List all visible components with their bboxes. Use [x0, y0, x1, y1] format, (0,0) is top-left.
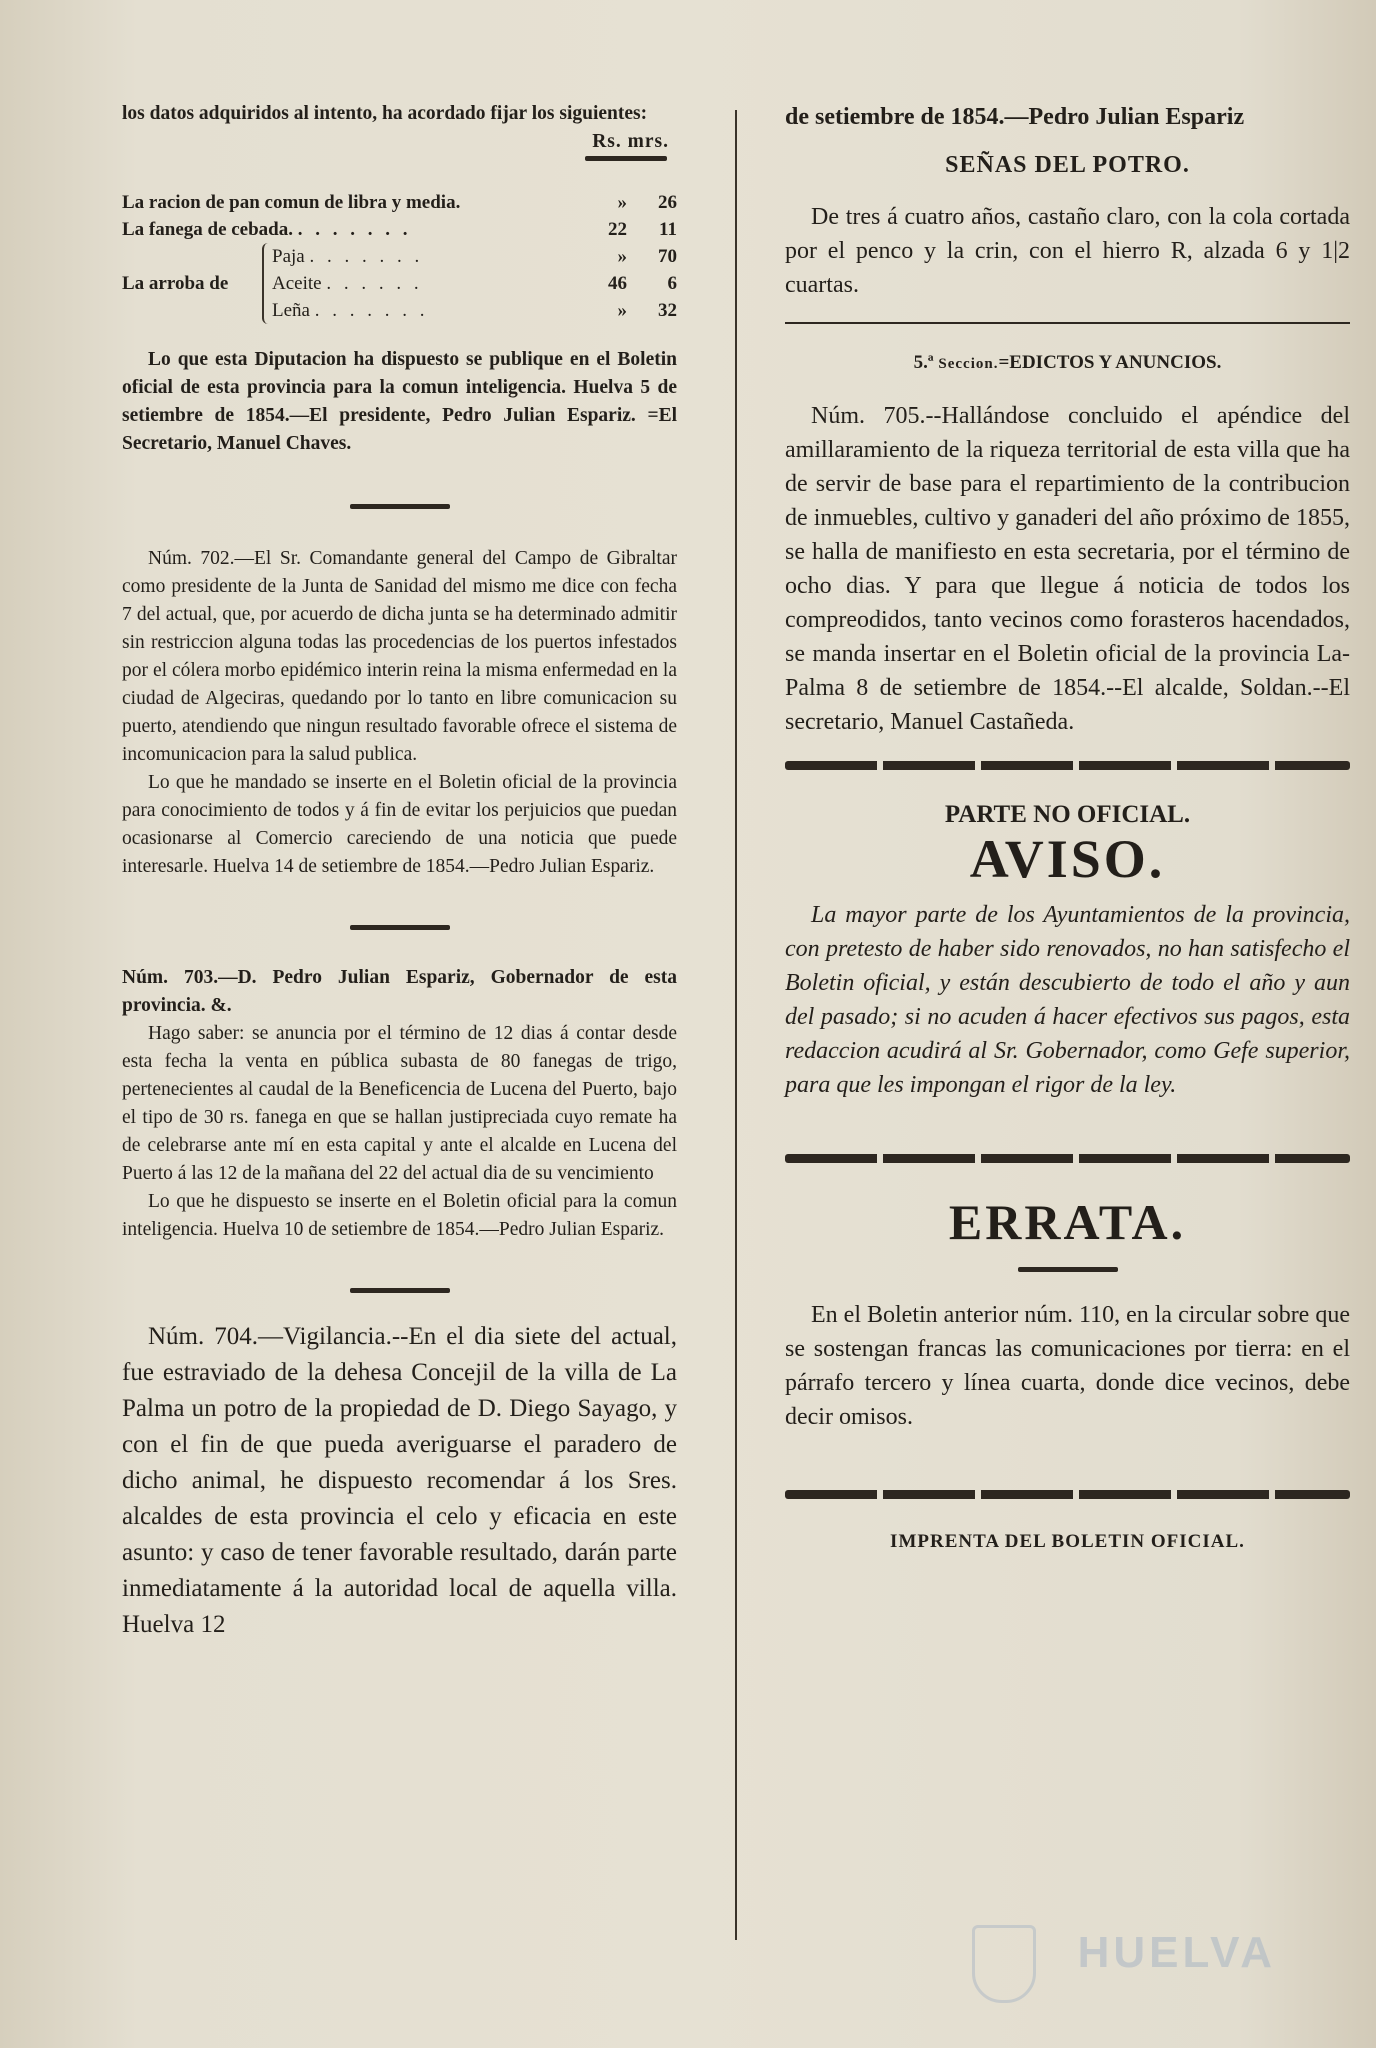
section-number: 5.ª	[913, 352, 934, 373]
notice-702-body: Núm. 702.—El Sr. Comandante general del Campo de Gibraltar como presidente de la Junta de Sanidad del mismo me dice con fecha 7 del actual, que, por acuerdo de dicha junta se ha determinado admitir sin restriccion alguna todas las procedencias de los puertos infestados por el cólera morbo epidémico interin reina la misma enfermedad en la ciudad de Algeciras, quedando por lo tanto en libre comunicacion su puerto, atendiendo que ningun resultado favorable ofrece el sistema de incomunicacion para la salud publica.	[122, 548, 677, 765]
watermark-text: HUELVA	[1077, 1928, 1276, 1977]
errata-text: En el Boletin anterior núm. 110, en la circular sobre que se sostengan francas las comunicaciones por tierra: en el párrafo tercero y línea cuarta, donde dice vecinos, debe decir omisos.	[785, 1302, 1350, 1430]
notice-703-body: Hago saber: se anuncia por el término de 12 dias á contar desde esta fecha la venta en pública subasta de 80 fanegas de trigo, pertenecientes al caudal de la Beneficencia de Lucena del Puerto, bajo el tipo de 30 rs. fanega en que se hallan justipreciada cuyo remate ha de celebrarse ante mí en esta capital y ante el alcalde en Lucena del Puerto á las 12 de la mañana del 22 del actual dia de su vencimiento	[122, 1023, 677, 1184]
notice-703-heading: Núm. 703.—D. Pedro Julian Espariz, Gobernador de esta provincia. &.	[122, 967, 677, 1016]
price-rs: 46	[608, 273, 627, 294]
price-item-label: Paja	[272, 246, 305, 267]
senas-text: De tres á cuatro años, castaño claro, con la cola cortada por el penco y la crin, con el hierro R, alzada 6 y 1|2 cuartas.	[785, 204, 1350, 298]
price-rs: 22	[608, 219, 627, 240]
price-item: La fanega de cebada. . . . . . . .	[122, 219, 412, 240]
price-mrs: 6	[667, 273, 677, 294]
section-label: Seccion.	[938, 356, 999, 372]
archive-watermark	[1078, 1928, 1276, 1978]
senas-title: SEÑAS DEL POTRO.	[945, 152, 1190, 178]
errata-title: ERRATA.	[948, 1194, 1187, 1250]
arroba-rows	[262, 243, 677, 324]
shield-icon	[972, 1925, 1036, 2003]
price-row	[272, 243, 677, 270]
price-item: Aceite . . . . . .	[272, 273, 423, 294]
price-item: Leña . . . . . . .	[272, 300, 429, 321]
price-item-label: Leña	[272, 300, 310, 321]
arroba-label: La arroba de	[122, 273, 229, 294]
imprenta-footer: IMPRENTA DEL BOLETIN OFICIAL.	[890, 1531, 1245, 1552]
price-rs: »	[617, 300, 627, 321]
notice-705-body: Núm. 705.--Hallándose concluido el apéndice del amillaramiento de la riqueza territorial de esta villa que ha de servir de base para el repartimiento de la contribucion de inmuebles, cultivo y ganaderi del año próximo de 1855, se halla de manifiesto en esta secretaria, por el término de ocho dias. Y para que llegue á noticia de todos los compreodidos, tanto vecinos como forasteros hacendados, se manda insertar en el Boletin oficial de la provincia La-Palma 8 de setiembre de 1854.--El alcalde, Soldan.--El secretario, Manuel Castañeda.	[785, 403, 1350, 735]
section-title: =EDICTOS Y ANUNCIOS.	[998, 352, 1222, 373]
notice-704-continuation: de setiembre de 1854.—Pedro Julian Espariz	[785, 104, 1245, 130]
right-column	[785, 100, 1350, 1559]
price-mrs: 70	[658, 246, 677, 267]
short-rule	[585, 156, 667, 161]
aviso-text: La mayor parte de los Ayuntamientos de la provincia, con pretesto de haber sido renovados, no han satisfecho el Boletin oficial, y están descubierto de todo el año y aun del pasado; si no acuden á hacer efectivos sus pagos, esta redaccion acudirá al Sr. Gobernador, como Gefe superior, para que les impongan el rigor de la ley.	[785, 902, 1350, 1098]
notice-701-closing: Lo que esta Diputacion ha dispuesto se publique en el Boletin oficial de esta provincia para la comun inteligencia. Huelva 5 de setiembre de 1854.—El presidente, Pedro Julian Espariz. =El Secretario, Manuel Chaves.	[122, 349, 677, 454]
price-item-label: Aceite	[272, 273, 322, 294]
units-header: Rs. mrs.	[592, 131, 669, 152]
column-divider	[735, 110, 737, 1940]
left-column	[122, 100, 677, 1643]
price-rs: »	[617, 192, 627, 213]
section-5-heading	[785, 346, 1350, 381]
long-rule	[785, 322, 1350, 324]
arroba-group	[122, 243, 677, 324]
double-rule	[785, 761, 1350, 770]
double-rule	[785, 1154, 1350, 1163]
price-item-label: La fanega de cebada.	[122, 219, 293, 240]
price-table	[122, 189, 677, 324]
double-rule	[785, 1490, 1350, 1499]
price-item: La racion de pan comun de libra y media.	[122, 192, 461, 213]
aviso-title: AVISO.	[969, 829, 1166, 889]
price-mrs: 26	[658, 192, 677, 213]
price-mrs: 32	[658, 300, 677, 321]
price-row	[122, 216, 677, 243]
price-mrs: 11	[659, 219, 677, 240]
notice-703-closing: Lo que he dispuesto se inserte en el Boletin oficial para la comun inteligencia. Huelva 10 de setiembre de 1854.—Pedro Julian Espariz.	[122, 1191, 677, 1240]
intro-text: los datos adquiridos al intento, ha acordado fijar los siguientes:	[122, 103, 648, 124]
price-row	[272, 270, 677, 297]
parte-no-oficial: PARTE NO OFICIAL.	[944, 801, 1191, 828]
notice-704-body: Núm. 704.—Vigilancia.--En el dia siete del actual, fue estraviado de la dehesa Concejil de la villa de La Palma un potro de la propiedad de D. Diego Sayago, y con el fin de que pueda averiguarse el paradero de dicho animal, he dispuesto recomendar á los Sres. alcaldes de esta provincia el celo y eficacia en este asunto: y caso de tener favorable resultado, darán parte inmediatamente á la autoridad local de aquella villa. Huelva 12	[122, 1323, 677, 1638]
notice-702-closing: Lo que he mandado se inserte en el Boletin oficial de la provincia para conocimiento de todos y á fin de evitar los perjuicios que puedan ocasionarse al Comercio careciendo de una noticia que puede interesarle. Huelva 14 de setiembre de 1854.—Pedro Julian Espariz.	[122, 772, 677, 877]
price-rs: »	[617, 246, 627, 267]
price-row	[272, 297, 677, 324]
price-row	[122, 189, 677, 216]
section-rule	[1018, 1267, 1118, 1272]
price-item: Paja . . . . . . .	[272, 246, 424, 267]
